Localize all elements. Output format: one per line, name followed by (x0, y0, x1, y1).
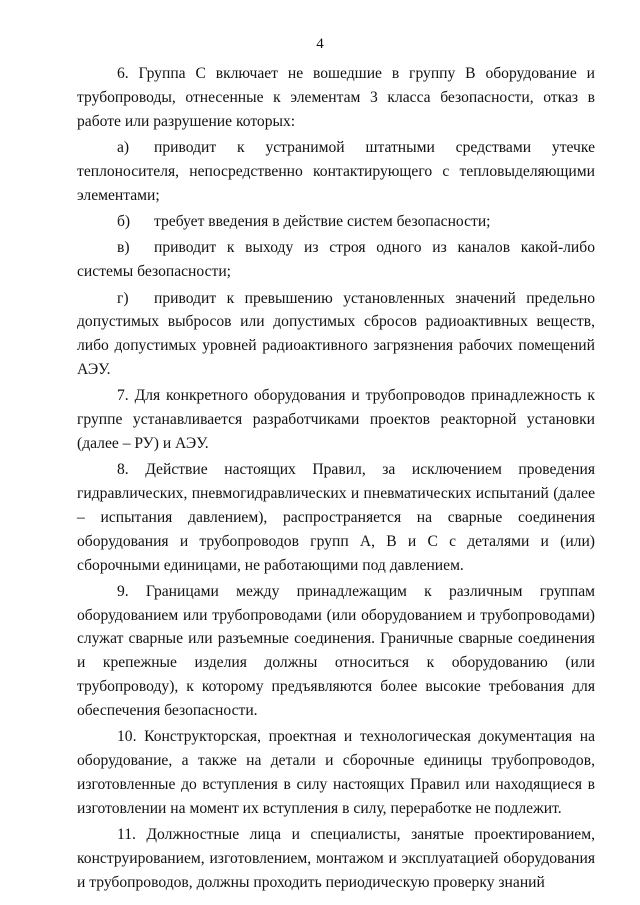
list-marker-a: а) (117, 138, 130, 156)
document-body (77, 62, 595, 897)
paragraph-6: 6. Группа С включает не вошедшие в группу В оборудование и трубопроводы, отнесенные к элементам 3 класса безопасности, отказ в работе или разрушение которых: (77, 65, 595, 130)
list-item-b (77, 210, 595, 234)
list-text-v: приводит к выходу из строя одного из каналов какой-либо системы безопасности; (77, 239, 595, 281)
paragraph-11: 11. Должностные лица и специалисты, занятые проектированием, конструированием, изготовлением, монтажом и эксплуатацией оборудования и трубопроводов, должны проходить периодическую проверку знаний (77, 826, 595, 891)
paragraph-9: 9. Границами между принадлежащим к различным группам оборудованием или трубопроводами (или оборудованием и трубопроводами) служат сварные или разъемные соединения. Граничные сварные соединения и крепежные изделия должны относиться к оборудованию (или трубопроводу), к которому предъявляются более высокие требования для обеспечения безопасности. (77, 582, 595, 719)
list-marker-b: б) (117, 212, 131, 230)
list-marker-g: г) (117, 289, 129, 307)
list-marker-v: в) (117, 239, 130, 257)
page-number: 4 (316, 36, 324, 52)
list-text-b: требует введения в действие систем безопасности; (154, 212, 491, 230)
list-item-g (77, 287, 595, 382)
list-text-g: приводит к превышению установленных значений предельно допустимых выбросов или допустимых сбросов радиоактивных веществ, либо допустимых уровней радиоактивного загрязнения рабочих помещений АЭУ. (77, 289, 595, 378)
list-item-v (77, 236, 595, 284)
paragraph-7: 7. Для конкретного оборудования и трубопроводов принадлежность к группе устанавливается разработчиками проектов реакторной установки (далее – РУ) и АЭУ. (77, 387, 595, 452)
paragraph-10: 10. Конструкторская, проектная и технологическая документация на оборудование, а также на детали и сборочные единицы трубопроводов, изготовленные до вступления в силу настоящих Правил или находящиеся в изготовлении на момент их вступления в силу, переработке не подлежит. (77, 728, 595, 817)
list-item-a (77, 136, 595, 207)
paragraph-8: 8. Действие настоящих Правил, за исключением проведения гидравлических, пневмогидравлических и пневматических испытаний (далее – испытания давлением), распространяется на сварные соединения оборудования и трубопроводов групп А, В и С с деталями и (или) сборочными единицами, не работающими под давлением. (77, 461, 595, 574)
list-text-a: приводит к устранимой штатными средствами утечке теплоносителя, непосредственно контактирующего с тепловыделяющими элементами; (77, 138, 595, 204)
